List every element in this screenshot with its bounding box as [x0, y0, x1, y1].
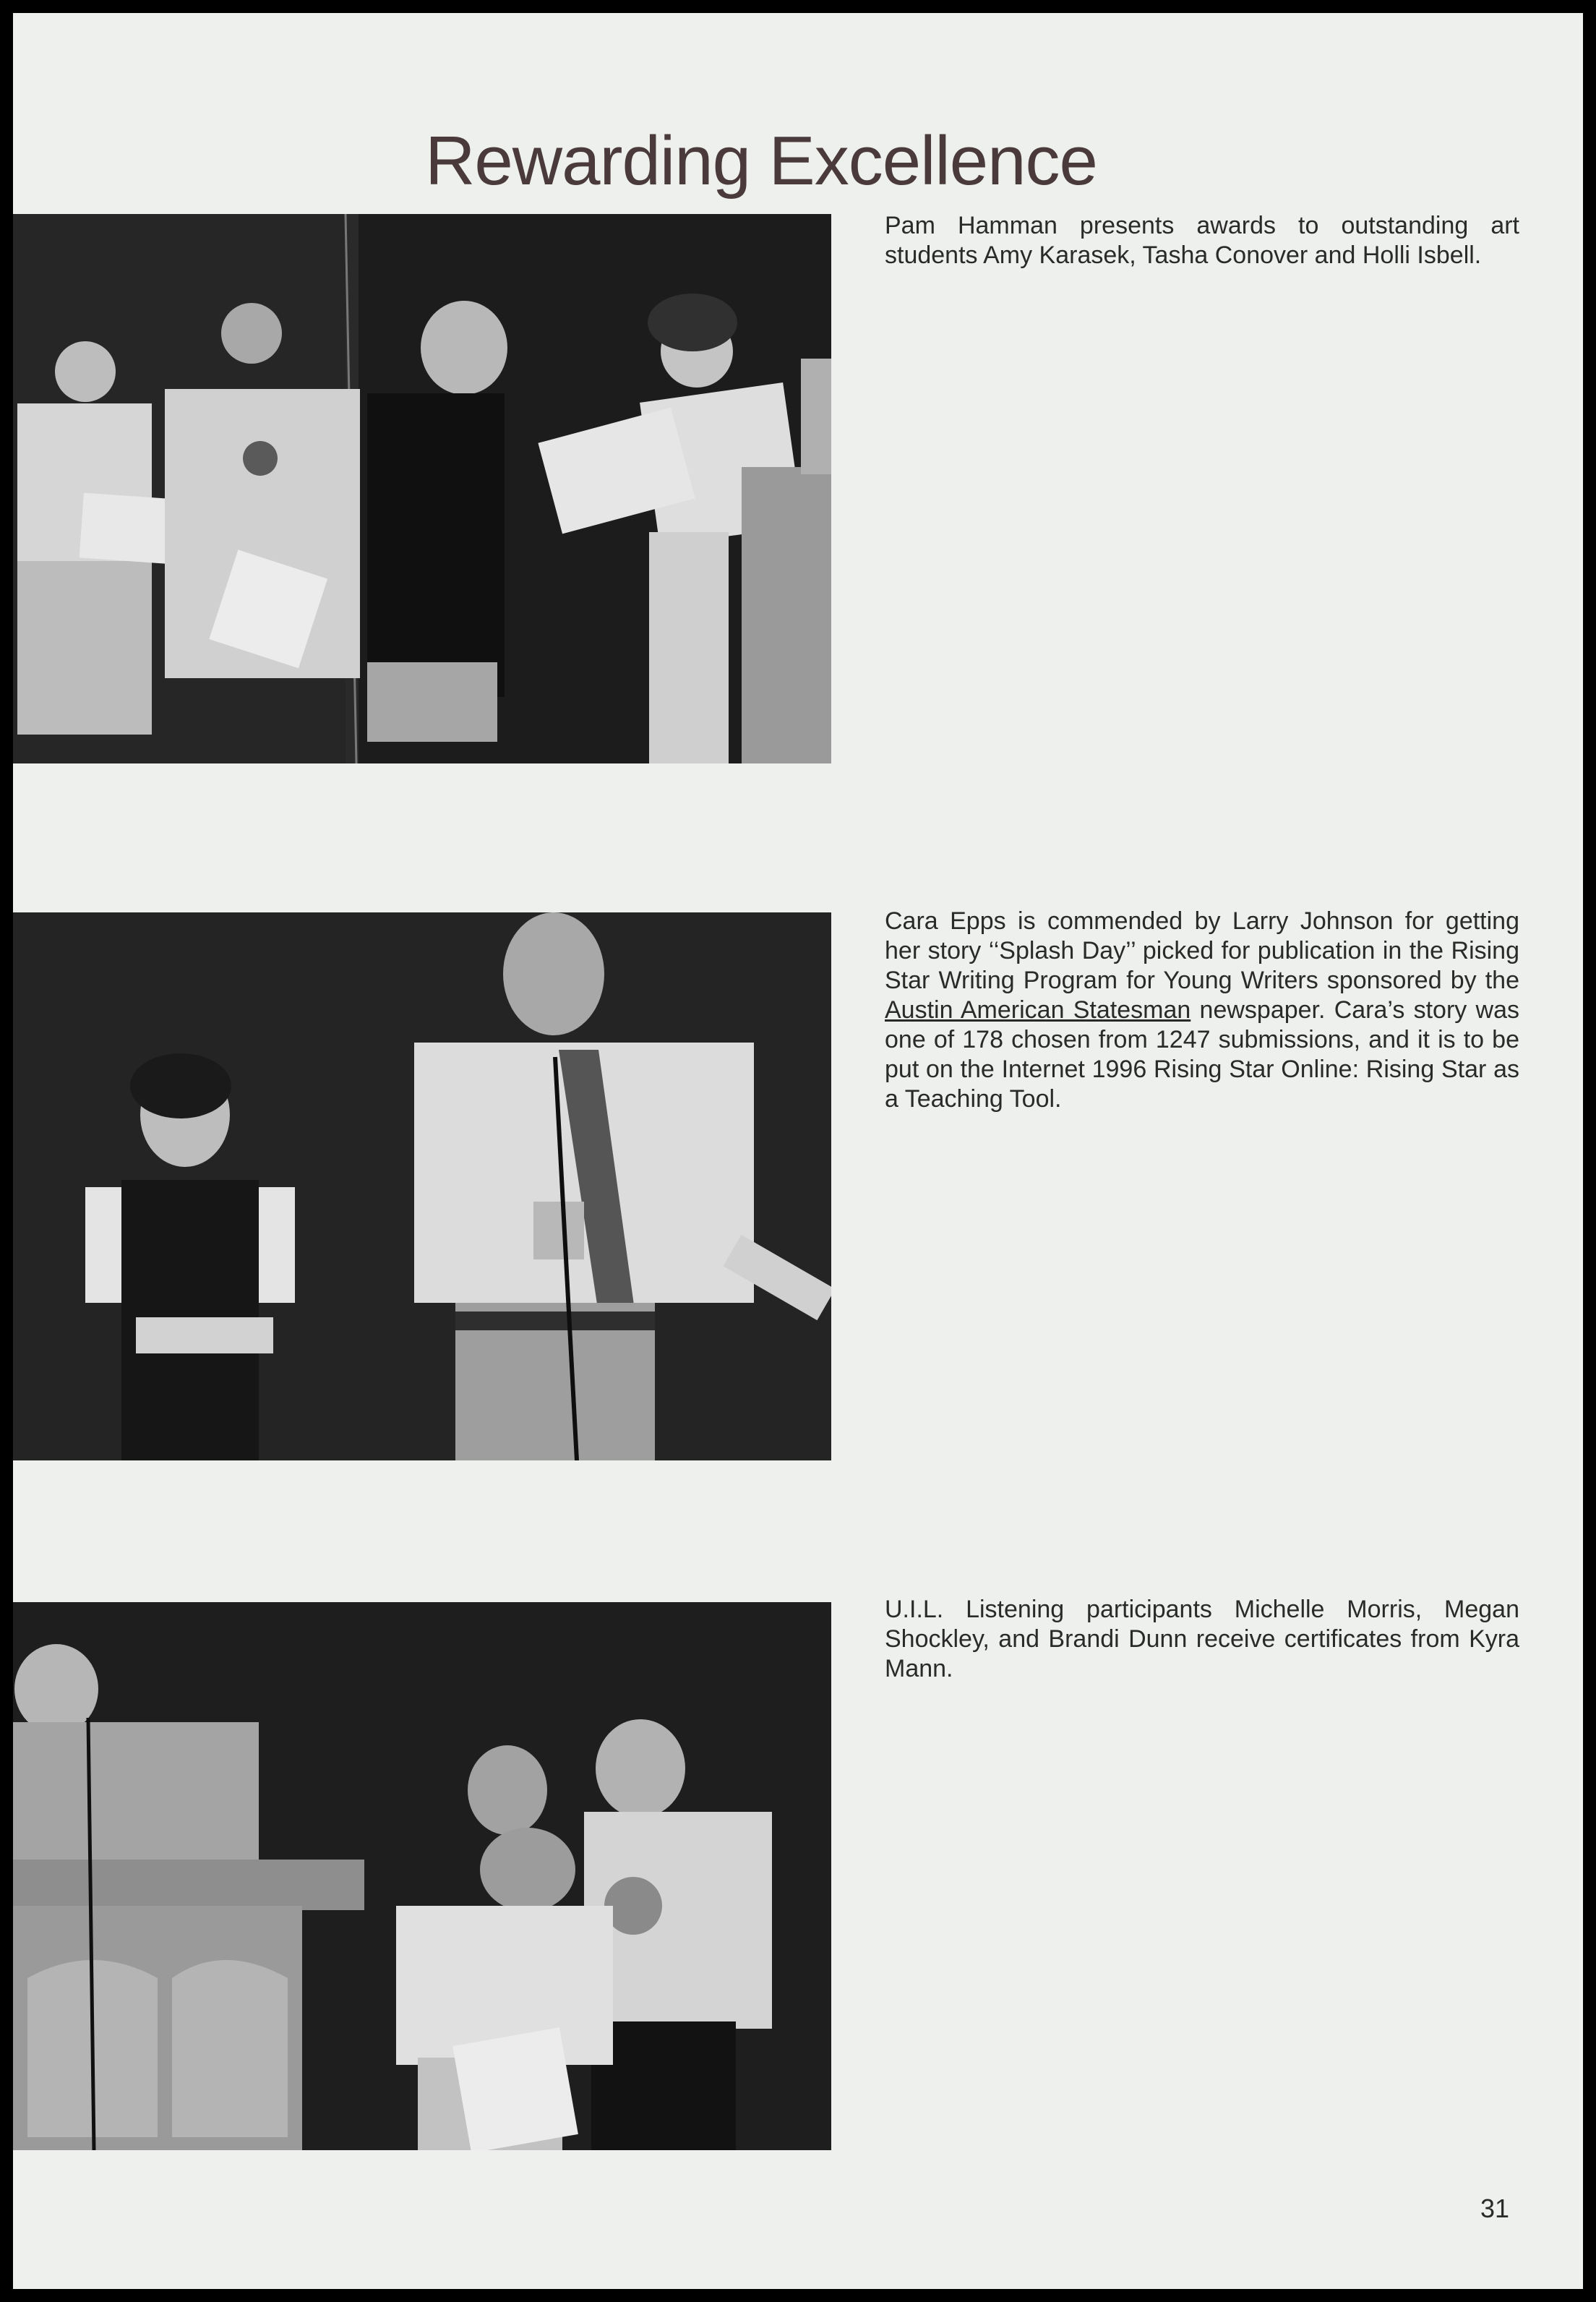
caption2-text-part1: Cara Epps is commended by Larry Johnson for getting her story ‘‘Splash Day’’ picked for publication in the Rising Star Writing Program for Young Writers sponsored by the [885, 907, 1519, 994]
caption-certificate-ceremony: U.I.L. Listening participants Michelle Morris, Megan Shockley, and Brandi Dunn receive certificates from Kyra Mann. [885, 1596, 1519, 1682]
caption2-text-part2: newspaper. Cara’s story was one of 178 chosen from 1247 submissions, and it is to be put on the Internet 1996 Rising Star Online: Rising Star as a Teaching Tool. [885, 996, 1519, 1113]
caption-speaker-commendation [885, 907, 1519, 1114]
yearbook-page [13, 13, 1583, 2289]
photo-certificate-ceremony [13, 1602, 831, 2150]
photo-award-presentation [13, 214, 831, 763]
page-number: 31 [1480, 2194, 1510, 2223]
caption-award-presentation: Pam Hamman presents awards to outstanding art students Amy Karasek, Tasha Conover and Holli Isbell. [885, 212, 1519, 269]
photo-certificate-podium-icon [13, 1602, 831, 2150]
photo-speaker-microphone-icon [13, 912, 831, 1460]
page-title: Rewarding Excellence [425, 122, 1097, 200]
photo-award-presentation-icon [13, 214, 831, 763]
photo-speaker-commendation [13, 912, 831, 1460]
newspaper-name: Austin American Statesman [885, 996, 1191, 1024]
